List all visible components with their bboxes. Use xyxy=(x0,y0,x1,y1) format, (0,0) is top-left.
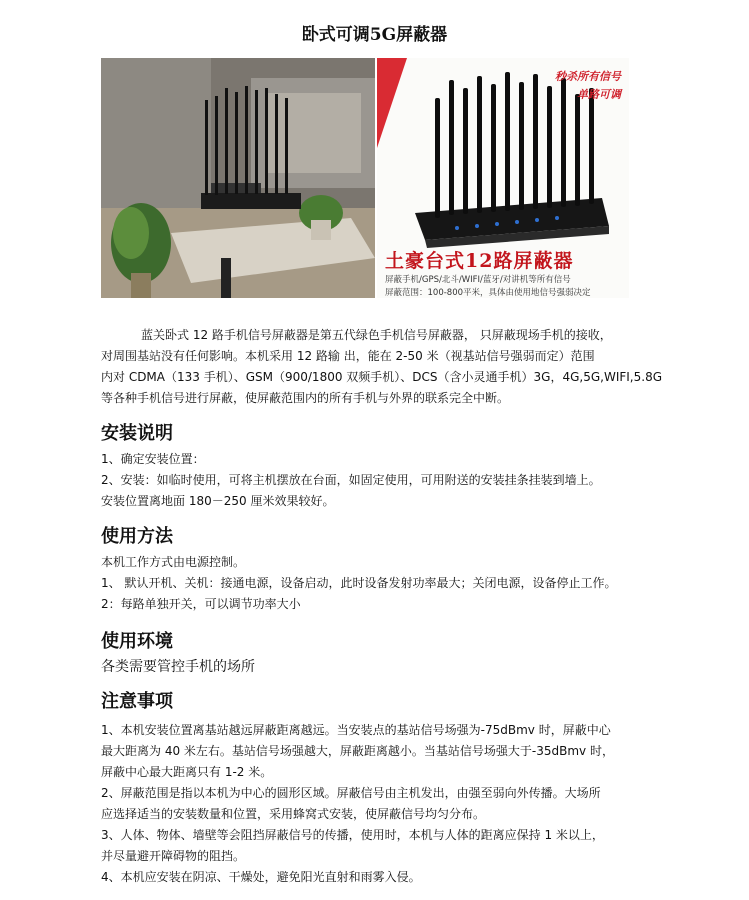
install-line: 安装位置离地面 180－250 厘米效果较好。 xyxy=(101,494,335,508)
slogan-line-2: 单路可调 xyxy=(577,88,621,101)
notes-section xyxy=(101,720,661,888)
office-scene-illustration xyxy=(101,58,375,298)
usage-heading: 使用方法 xyxy=(101,526,173,547)
install-section xyxy=(101,449,661,512)
notes-line: 1、本机安装位置离基站越远屏蔽距离越远。当安装点的基站信号场强为-75dBmv 时，屏蔽中心 xyxy=(101,723,611,737)
slogan-line-1: 秒杀所有信号 xyxy=(555,70,621,83)
install-heading: 安装说明 xyxy=(101,423,173,444)
intro-line: 蓝关卧式 12 路手机信号屏蔽器是第五代绿色手机信号屏蔽器， 只屏蔽现场手机的接收， xyxy=(141,328,612,342)
notes-line: 最大距离为 40 米左右。基站信号场强越大，屏蔽距离越小。当基站信号场强大于-35dBmv 时， xyxy=(101,744,614,758)
notes-line: 4、本机应安装在阴凉、干燥处，避免阳光直射和雨雾入侵。 xyxy=(101,870,421,884)
environment-line: 各类需要管控手机的场所 xyxy=(101,659,255,675)
usage-line: 2：每路单独开关，可以调节功率大小 xyxy=(101,597,301,611)
notes-line: 2、屏蔽范围是指以本机为中心的圆形区域。屏蔽信号由主机发出，由强至弱向外传播。大场所 xyxy=(101,786,601,800)
intro-line: 等各种手机信号进行屏蔽，使屏蔽范围内的所有手机与外界的联系完全中断。 xyxy=(101,391,510,405)
notes-line: 3、人体、物体、墙壁等会阻挡屏蔽信号的传播，使用时，本机与人体的距离应保持 1 米以上， xyxy=(101,828,604,842)
intro-paragraph xyxy=(101,325,661,409)
environment-heading: 使用环境 xyxy=(101,631,173,652)
usage-line: 本机工作方式由电源控制。 xyxy=(101,555,246,569)
notes-line: 应选择适当的安装数量和位置，采用蜂窝式安装，使屏蔽信号均匀分布。 xyxy=(101,807,486,821)
product-banner: 土豪台式12路屏蔽器 xyxy=(385,250,574,272)
office-photo xyxy=(101,58,375,298)
notes-line: 并尽量避开障碍物的阻挡。 xyxy=(101,849,246,863)
product-image xyxy=(377,58,629,298)
spec-line-1: 屏蔽手机/GPS/北斗/WIFI/蓝牙/对讲机等所有信号 xyxy=(385,275,571,285)
intro-line: 对周围基站没有任何影响。本机采用 12 路输 出，能在 2-50 米（视基站信号强弱而定）范围 xyxy=(101,349,595,363)
usage-line: 1、 默认开机、关机：接通电源，设备启动，此时设备发射功率最大；关闭电源，设备停止工作。 xyxy=(101,576,617,590)
product-slogan xyxy=(521,68,621,104)
notes-line: 屏蔽中心最大距离只有 1-2 米。 xyxy=(101,765,273,779)
install-line: 2、安装：如临时使用，可将主机摆放在台面，如固定使用，可用附送的安装挂条挂装到墙上。 xyxy=(101,473,601,487)
intro-line: 内对 CDMA（133 手机）、GSM（900/1800 双频手机）、DCS（含小灵通手机）3G，4G,5G,WIFI,5.8G xyxy=(101,370,662,384)
product-spec xyxy=(385,274,591,298)
install-line: 1、确定安装位置： xyxy=(101,452,205,466)
usage-section xyxy=(101,552,661,615)
environment-section xyxy=(101,657,661,678)
page-title: 卧式可调5G屏蔽器 xyxy=(301,25,448,45)
spec-line-2: 屏蔽范围：100-800平米，具体由使用地信号强弱决定 xyxy=(385,288,591,298)
notes-heading: 注意事项 xyxy=(101,691,173,712)
